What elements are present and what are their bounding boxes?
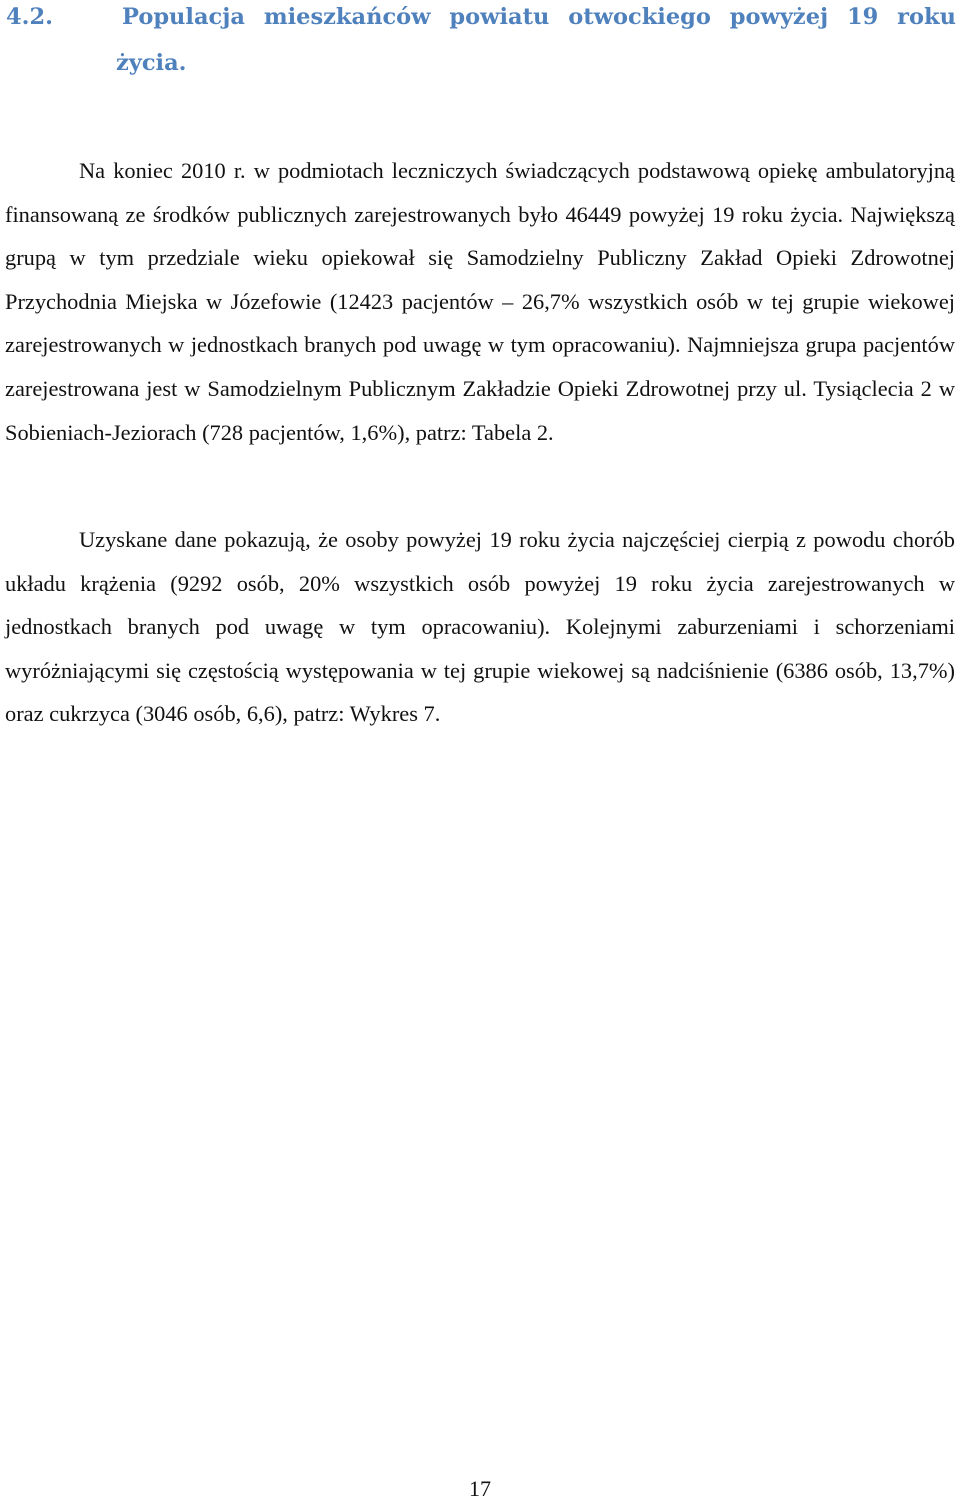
section-title-line2: życia. — [116, 50, 187, 76]
section-heading — [6, 0, 956, 86]
page-number: 17 — [469, 1476, 491, 1501]
body-paragraph-1: Na koniec 2010 r. w podmiotach leczniczych świadczących podstawową opiekę ambulatoryjną finansowaną ze środków publicznych zarejestrowanych było 46449 powyżej 19 roku życia. Największą grupą w tym przedziale wieku opiekował się Samodzielny Publiczny Zakład Opieki Zdrowotnej Przychodnia Miejska w Józefowie (12423 pacjentów – 26,7% wszystkich osób w tej grupie wiekowej zarejestrowanych w jednostkach branych pod uwagę w tym opracowaniu). Najmniejsza grupa pacjentów zarejestrowana jest w Samodzielnym Publicznym Zakładzie Opieki Zdrowotnej przy ul. Tysiąclecia 2 w Sobieniach-Jeziorach (728 pacjentów, 1,6%), patrz: Tabela 2. — [5, 158, 955, 445]
section-number: 4.2. — [6, 4, 53, 30]
body-paragraph-2: Uzyskane dane pokazują, że osoby powyżej 19 roku życia najczęściej cierpią z powodu chorób układu krążenia (9292 osób, 20% wszystkich osób powyżej 19 roku życia zarejestrowanych w jednostkach branych pod uwagę w tym opracowaniu). Kolejnymi zaburzeniami i schorzeniami wyróżniającymi się częstością występowania w tej grupie wiekowej są nadciśnienie (6386 osób, 13,7%) oraz cukrzyca (3046 osób, 6,6), patrz: Wykres 7. — [5, 527, 955, 727]
section-title-line1: Populacja mieszkańców powiatu otwockiego powyżej 19 roku — [122, 4, 956, 30]
